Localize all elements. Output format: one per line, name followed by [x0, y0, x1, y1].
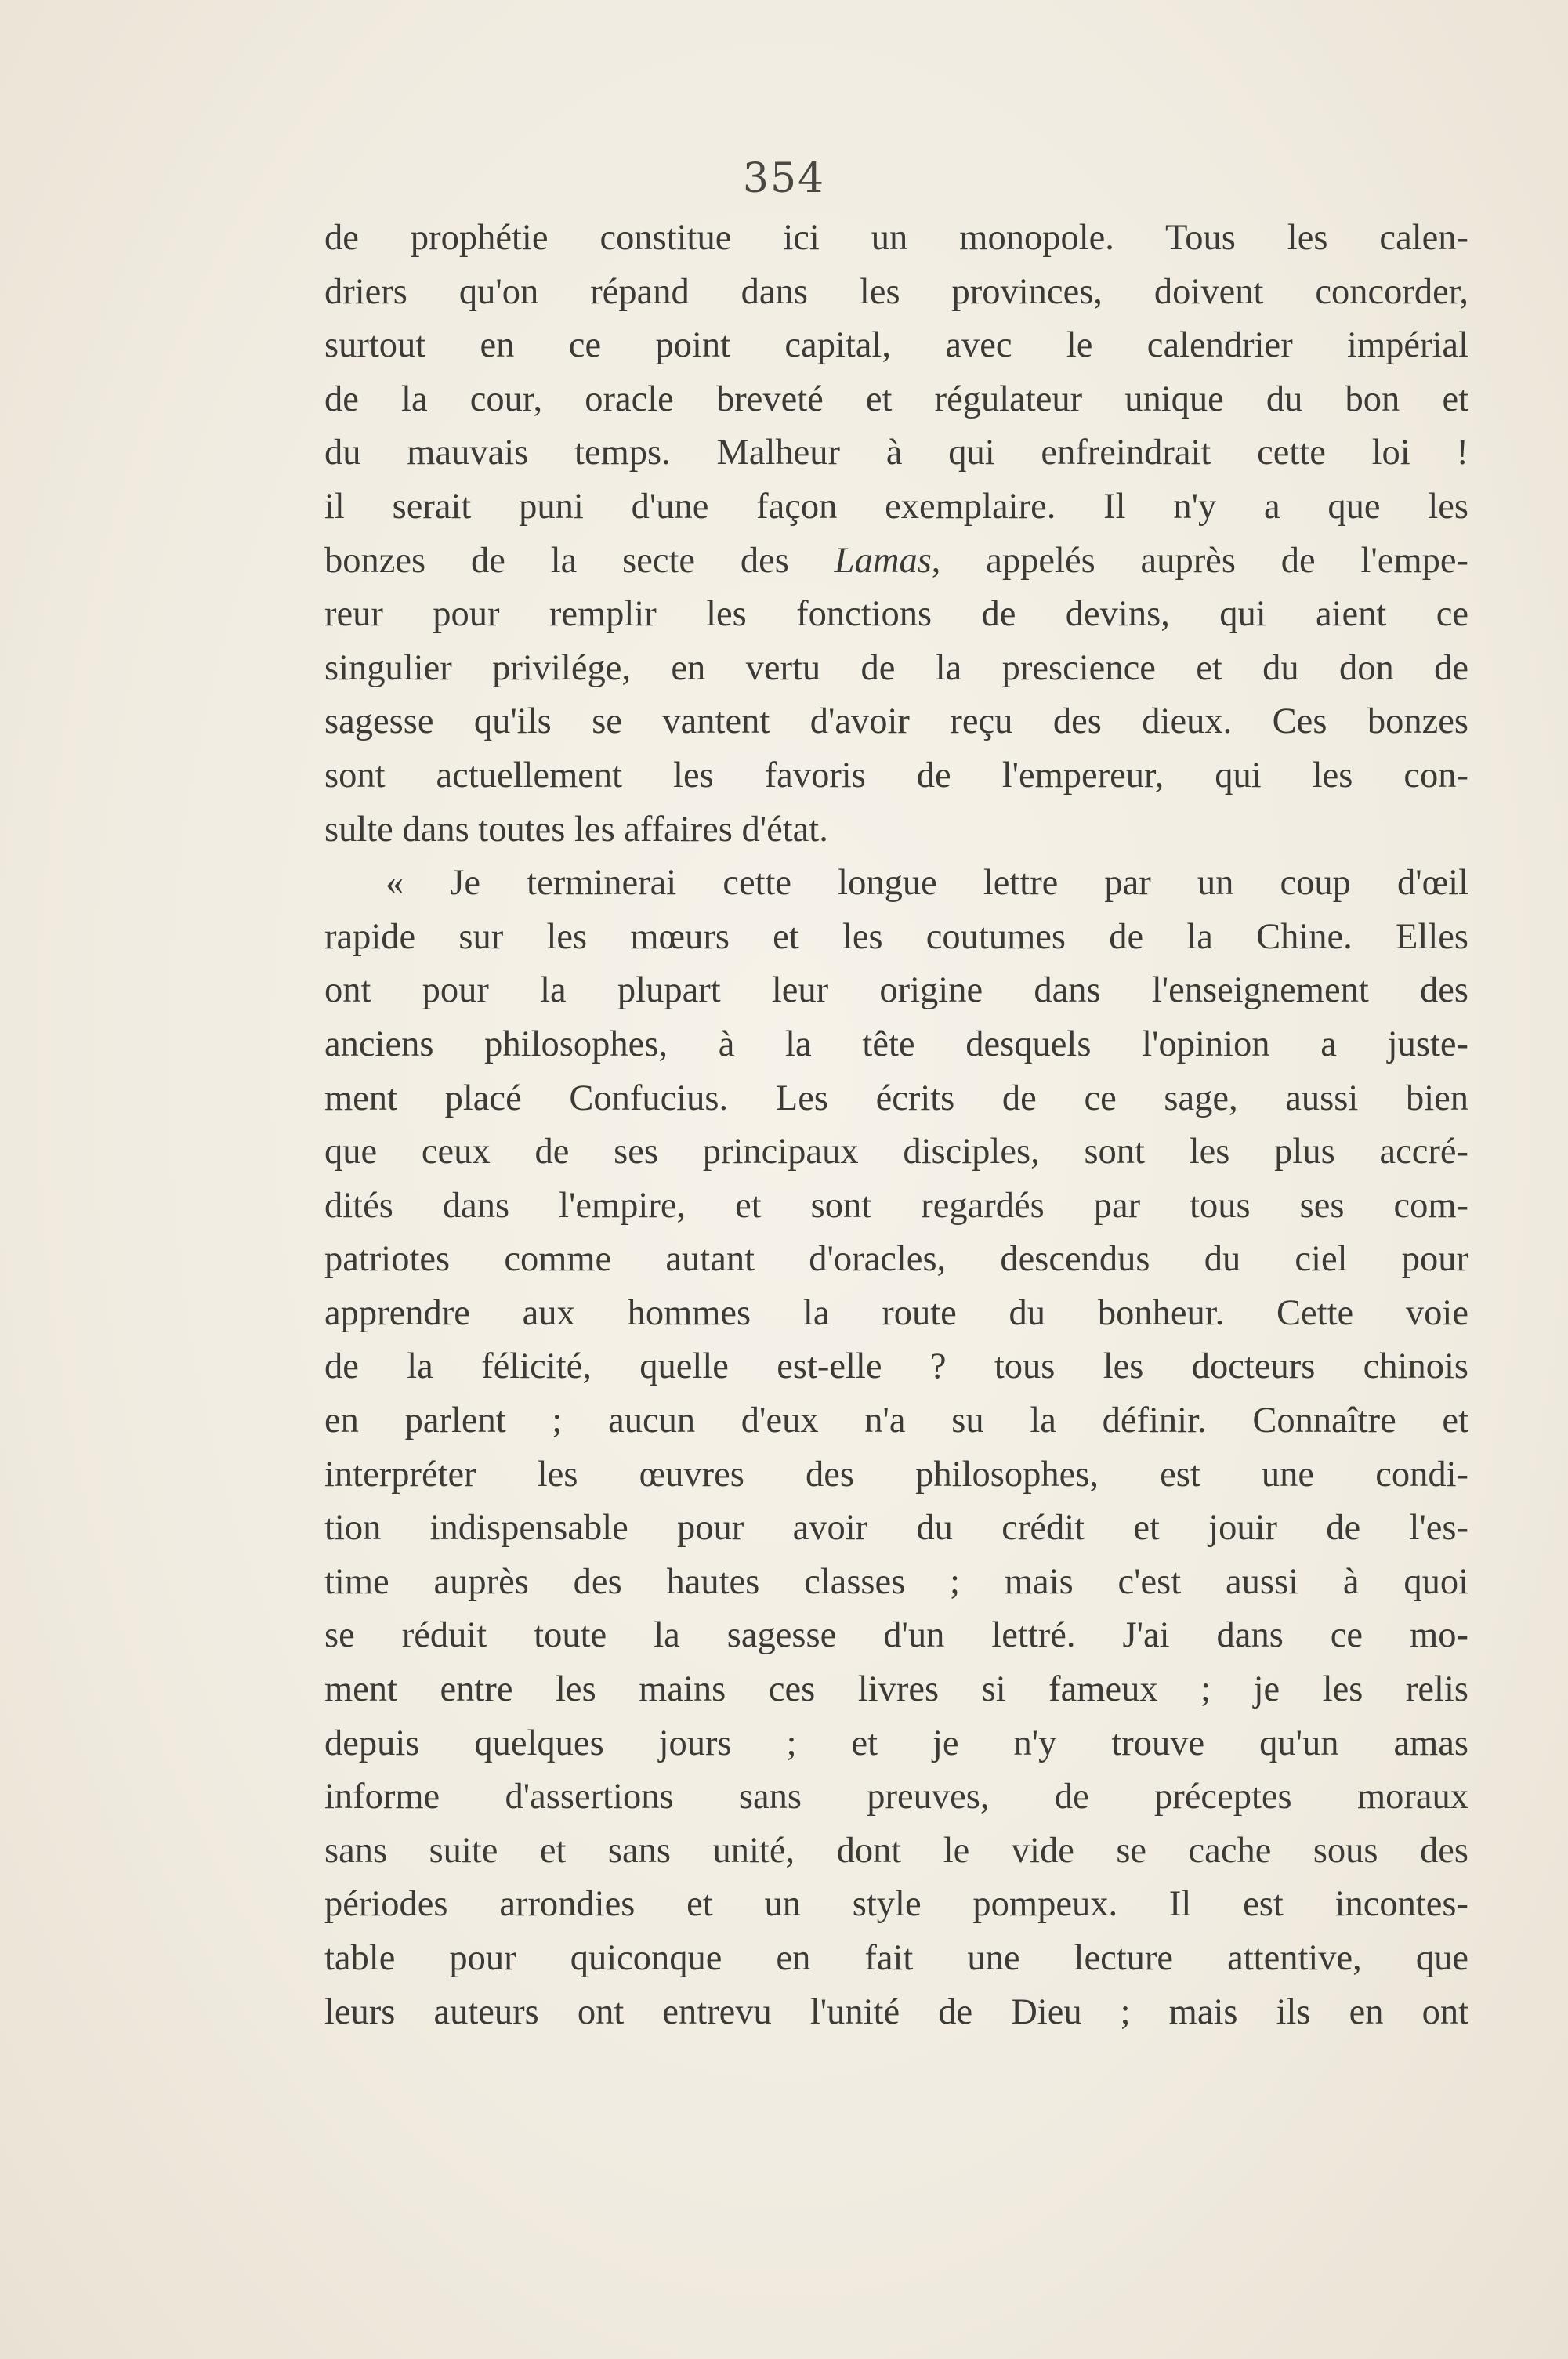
paragraph-start-line: « Je terminerai cette longue lettre par un coup d'œil	[386, 863, 1468, 904]
text-line: apprendre aux hommes la route du bonheur. Cette voie	[324, 1292, 1468, 1333]
text-line: de la félicité, quelle est-elle ? tous les docteurs chinois	[324, 1346, 1468, 1387]
text-line: informe d'assertions sans preuves, de préceptes moraux	[324, 1777, 1468, 1817]
text-line: ont pour la plupart leur origine dans l'enseignement des	[324, 970, 1468, 1011]
text-run: , appelés auprès de l'empe-	[931, 540, 1468, 581]
text-line: que ceux de ses principaux disciples, sont les plus accré-	[324, 1132, 1468, 1172]
text-line: sagesse qu'ils se vantent d'avoir reçu des dieux. Ces bonzes	[324, 701, 1468, 742]
text-line: patriotes comme autant d'oracles, descendus du ciel pour	[324, 1239, 1468, 1280]
text-line: ment placé Confucius. Les écrits de ce sage, aussi bien	[324, 1078, 1468, 1118]
text-line: depuis quelques jours ; et je n'y trouve qu'un amas	[324, 1723, 1468, 1763]
text-line: périodes arrondies et un style pompeux. Il est incontes-	[324, 1884, 1468, 1925]
text-line: du mauvais temps. Malheur à qui enfreindrait cette loi !	[324, 433, 1468, 473]
body-text	[324, 212, 1468, 2039]
text-line	[324, 534, 1468, 589]
italic-term-lamas: Lamas	[834, 540, 932, 581]
text-line: reur pour remplir les fonctions de devins, qui aient ce	[324, 594, 1468, 635]
text-line: interpréter les œuvres des philosophes, est une condi-	[324, 1454, 1468, 1495]
text-line: se réduit toute la sagesse d'un lettré. J'ai dans ce mo-	[324, 1615, 1468, 1656]
text-line: surtout en ce point capital, avec le calendrier impérial	[324, 325, 1468, 366]
paragraph-end-line: sulte dans toutes les affaires d'état.	[324, 809, 828, 850]
text-line: tion indispensable pour avoir du crédit et jouir de l'es-	[324, 1508, 1468, 1549]
text-line: singulier privilége, en vertu de la prescience et du don de	[324, 647, 1468, 688]
text-line: driers qu'on répand dans les provinces, doivent concorder,	[324, 271, 1468, 312]
text-run: bonzes de la secte des	[324, 540, 835, 581]
text-line: ment entre les mains ces livres si fameux ; je les relis	[324, 1669, 1468, 1710]
text-line: il serait puni d'une façon exemplaire. Il n'y a que les	[324, 486, 1468, 527]
text-line: leurs auteurs ont entrevu l'unité de Dieu ; mais ils en ont	[324, 1991, 1468, 2032]
text-line: table pour quiconque en fait une lecture attentive, que	[324, 1938, 1468, 1978]
text-line: de la cour, oracle breveté et régulateur unique du bon et	[324, 379, 1468, 419]
text-line: de prophétie constitue ici un monopole. Tous les calen-	[324, 218, 1468, 258]
text-line: rapide sur les mœurs et les coutumes de la Chine. Elles	[324, 916, 1468, 957]
text-line: sans suite et sans unité, dont le vide se cache sous des	[324, 1830, 1468, 1871]
text-line: dités dans l'empire, et sont regardés par tous ses com-	[324, 1185, 1468, 1226]
text-line: time auprès des hautes classes ; mais c'est aussi à quoi	[324, 1561, 1468, 1602]
text-line: anciens philosophes, à la tête desquels l'opinion a juste-	[324, 1024, 1468, 1064]
text-line: en parlent ; aucun d'eux n'a su la définir. Connaître et	[324, 1401, 1468, 1441]
page-number: 354	[742, 155, 826, 202]
text-line: sont actuellement les favoris de l'empereur, qui les con-	[324, 755, 1468, 795]
